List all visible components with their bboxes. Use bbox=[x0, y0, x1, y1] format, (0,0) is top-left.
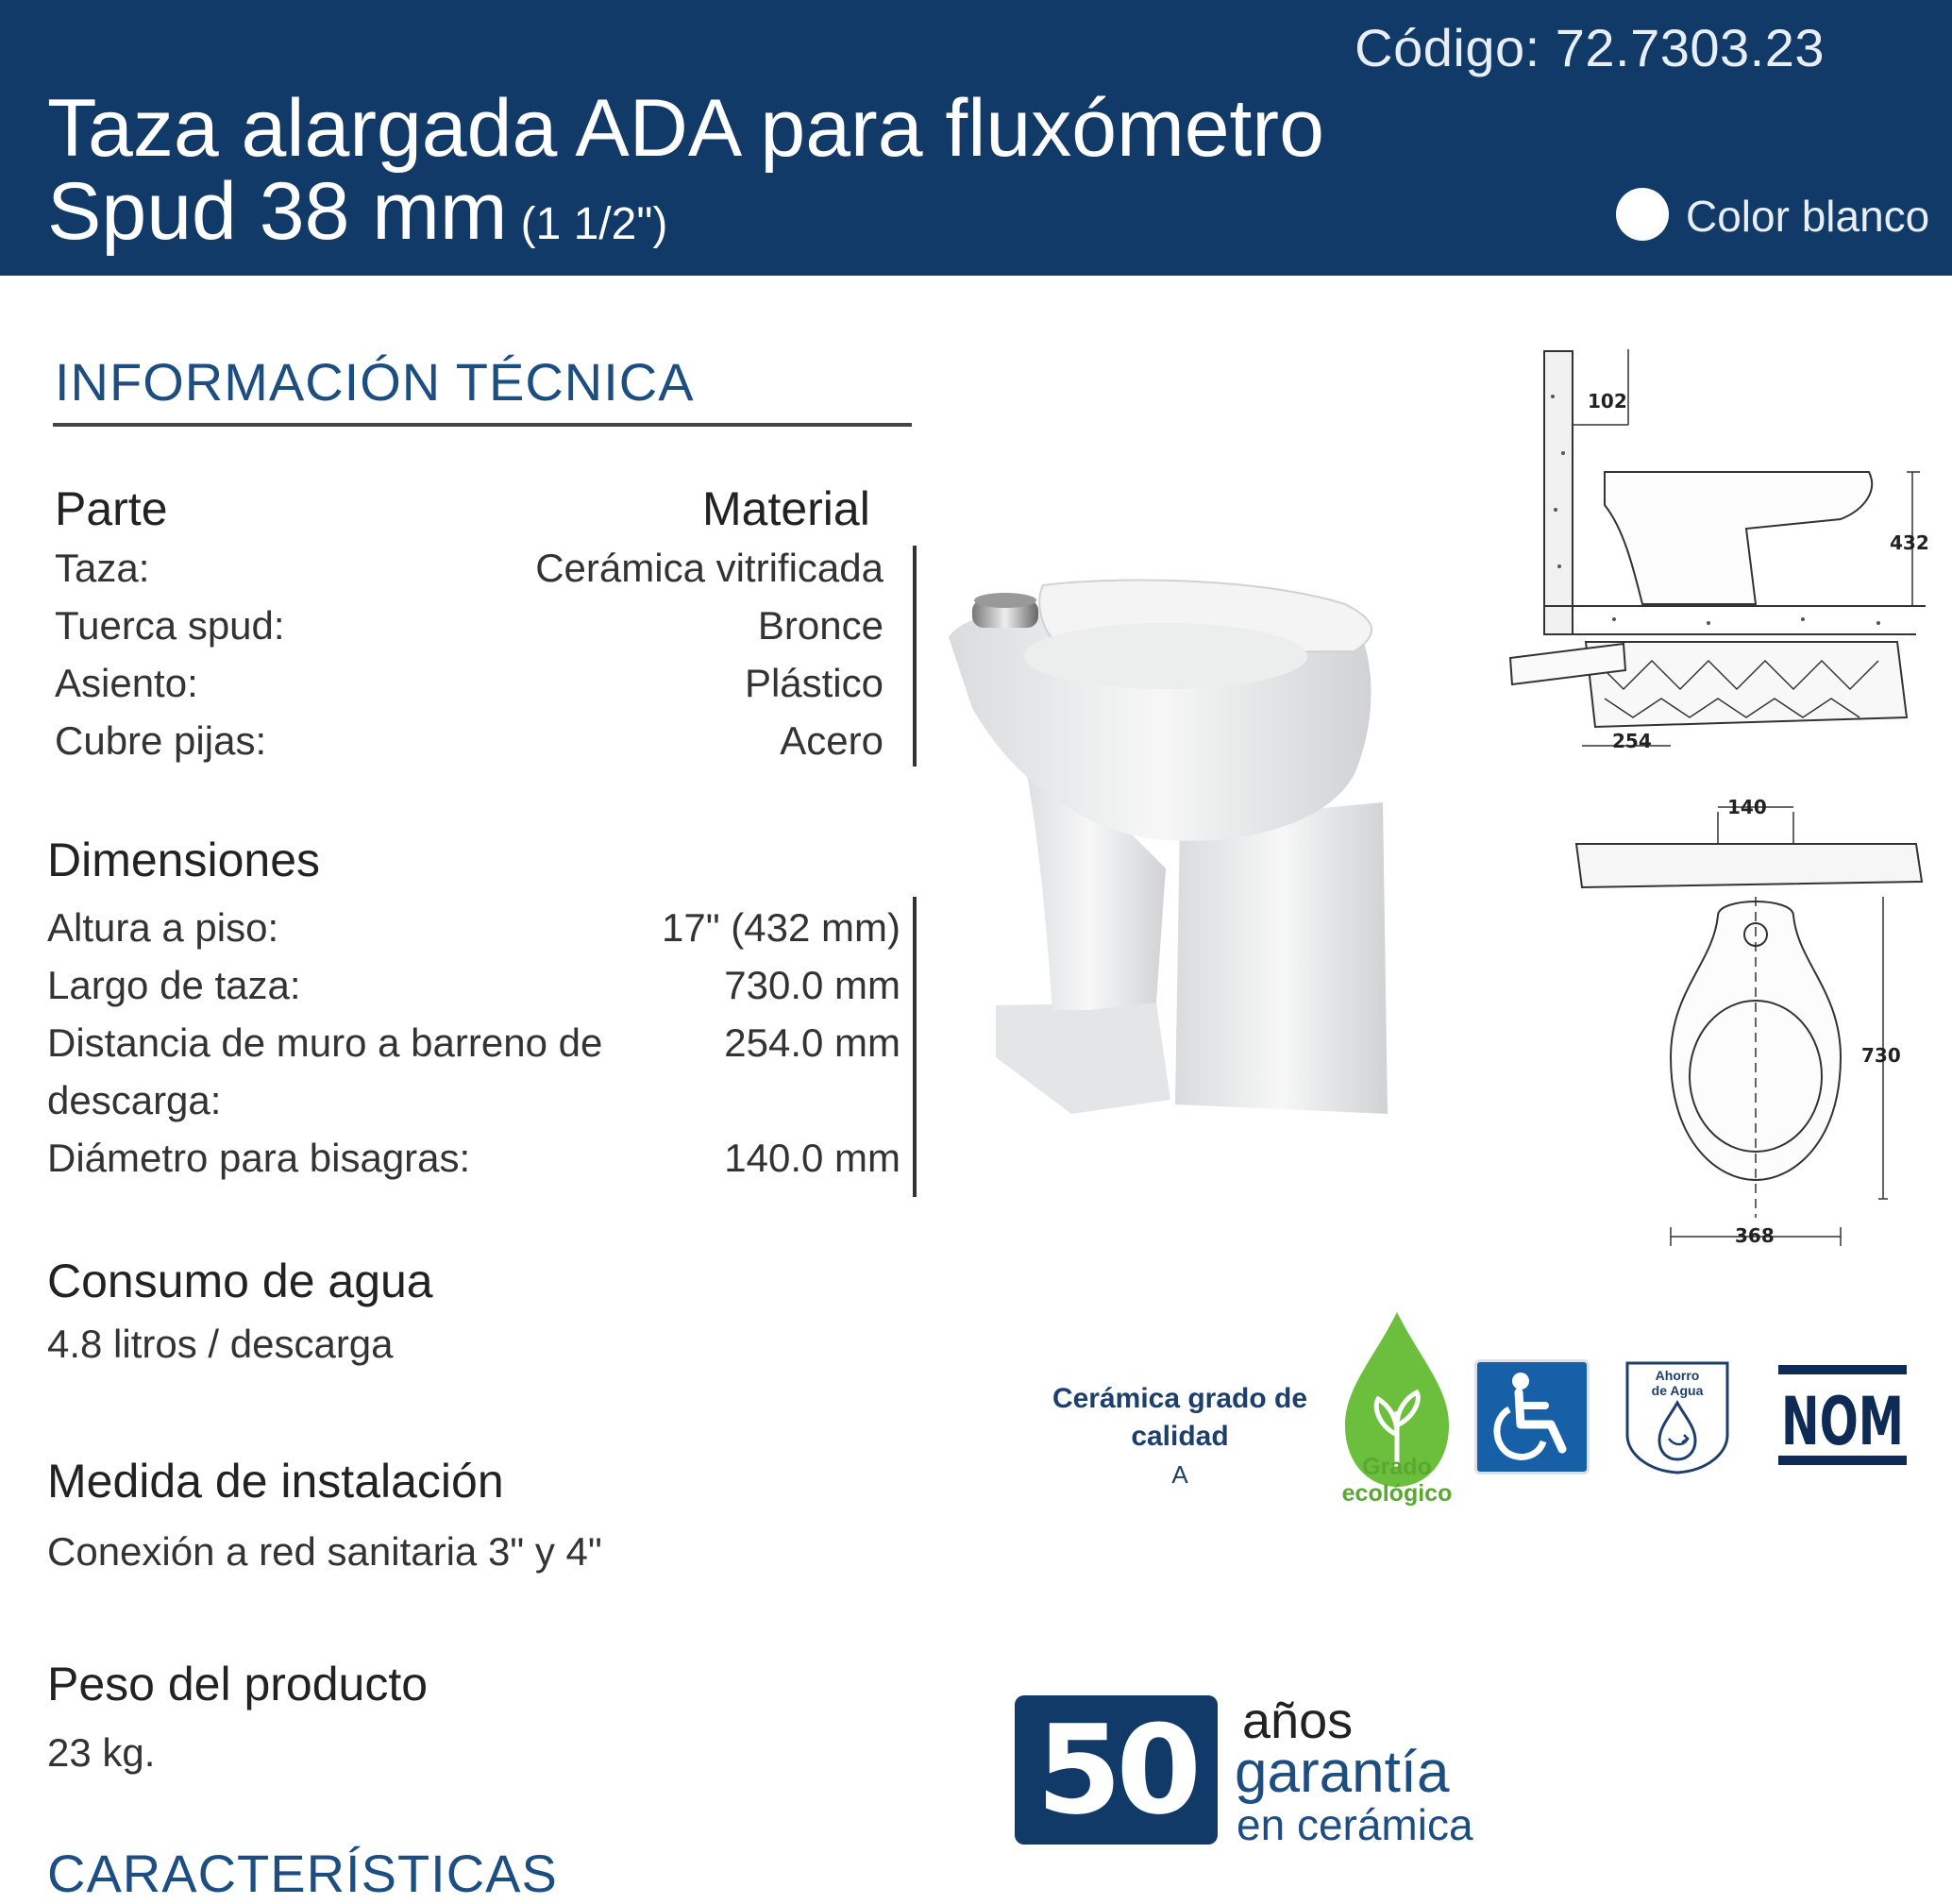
material-part: Cubre pijas: bbox=[55, 718, 267, 763]
material-row bbox=[55, 718, 883, 776]
dim-102: 102 bbox=[1588, 390, 1627, 413]
dimension-value: 17" (432 mm) bbox=[662, 905, 900, 950]
dimensions-title: Dimensiones bbox=[47, 834, 321, 886]
ceramica-grade-badge bbox=[1048, 1380, 1312, 1493]
dimension-row bbox=[47, 1129, 900, 1187]
dim-432: 432 bbox=[1890, 531, 1929, 554]
water-value: 4.8 litros / descarga bbox=[47, 1322, 394, 1366]
col-header-part: Parte bbox=[55, 482, 168, 535]
ahorro-line2: de Agua bbox=[1651, 1383, 1704, 1398]
material-row bbox=[55, 546, 883, 603]
eco-label-line1: Grado bbox=[1362, 1454, 1432, 1480]
eco-label-line2: ecológico bbox=[1341, 1480, 1453, 1507]
product-title-line1: Taza alargada ADA para fluxómetro bbox=[47, 83, 1324, 174]
dim-730: 730 bbox=[1861, 1044, 1901, 1067]
nom-certification-icon bbox=[1778, 1365, 1907, 1465]
water-title: Consumo de agua bbox=[47, 1255, 433, 1307]
accessibility-icon bbox=[1474, 1359, 1590, 1474]
section-title: INFORMACIÓN TÉCNICA bbox=[55, 352, 695, 412]
title-size: (1 1/2") bbox=[520, 199, 668, 249]
warranty-ceramica: en cerámica bbox=[1237, 1800, 1473, 1849]
dimension-row bbox=[47, 956, 900, 1014]
install-title: Medida de instalación bbox=[47, 1455, 504, 1508]
ahorro-line1: Ahorro bbox=[1655, 1368, 1700, 1383]
col-header-material: Material bbox=[702, 482, 870, 535]
section-divider bbox=[53, 423, 912, 427]
color-label: Color blanco bbox=[1686, 192, 1930, 241]
nom-text: NOM bbox=[1781, 1383, 1904, 1460]
side-view-drawing bbox=[1501, 340, 1935, 765]
material-value: Plástico bbox=[744, 661, 883, 705]
dimension-row bbox=[47, 899, 900, 956]
material-value: Bronce bbox=[757, 603, 883, 648]
product-code: Código: 72.7303.23 bbox=[1355, 18, 1825, 77]
dim-368: 368 bbox=[1735, 1224, 1775, 1247]
material-value: Acero bbox=[780, 718, 883, 763]
product-title-line2 bbox=[47, 168, 667, 268]
dimensions-vertical-rule bbox=[913, 897, 917, 1197]
ceramica-grade-text: Cerámica grado de calidad bbox=[1052, 1383, 1308, 1452]
install-value: Conexión a red sanitaria 3" y 4" bbox=[47, 1529, 602, 1574]
dimension-row bbox=[47, 1014, 900, 1129]
toilet-product-image bbox=[930, 566, 1496, 1133]
color-swatch bbox=[1616, 188, 1669, 241]
dimension-label: Largo de taza: bbox=[47, 963, 301, 1007]
dimension-value: 730.0 mm bbox=[724, 963, 900, 1007]
dimension-label: Distancia de muro a barreno de descarga: bbox=[47, 1020, 603, 1122]
dimension-label: Altura a piso: bbox=[47, 905, 279, 950]
eco-label bbox=[1326, 1454, 1468, 1507]
weight-value: 23 kg. bbox=[47, 1730, 156, 1775]
warranty-garantia: garantía bbox=[1235, 1740, 1450, 1805]
material-value: Cerámica vitrificada bbox=[535, 546, 883, 590]
dim-140: 140 bbox=[1727, 796, 1767, 818]
dimension-value: 140.0 mm bbox=[724, 1136, 900, 1180]
dim-254: 254 bbox=[1612, 730, 1652, 752]
material-part: Taza: bbox=[55, 546, 150, 590]
warranty-anios: años bbox=[1242, 1693, 1354, 1749]
water-saving-icon bbox=[1622, 1359, 1733, 1476]
weight-title: Peso del producto bbox=[47, 1658, 429, 1710]
ceramica-grade-letter: A bbox=[1171, 1460, 1188, 1489]
material-part: Asiento: bbox=[55, 661, 198, 705]
dimension-value: 254.0 mm bbox=[724, 1020, 900, 1065]
material-row bbox=[55, 603, 883, 661]
header-banner bbox=[0, 0, 1952, 276]
material-part: Tuerca spud: bbox=[55, 603, 285, 648]
dimension-label: Diámetro para bisagras: bbox=[47, 1136, 471, 1180]
title-spud: Spud 38 mm bbox=[47, 166, 508, 257]
top-view-drawing bbox=[1567, 784, 1944, 1255]
material-row bbox=[55, 661, 883, 718]
features-title: CARACTERÍSTICAS bbox=[47, 1844, 558, 1903]
table-vertical-rule bbox=[913, 546, 917, 767]
warranty-years-box: 50 bbox=[1015, 1695, 1218, 1845]
